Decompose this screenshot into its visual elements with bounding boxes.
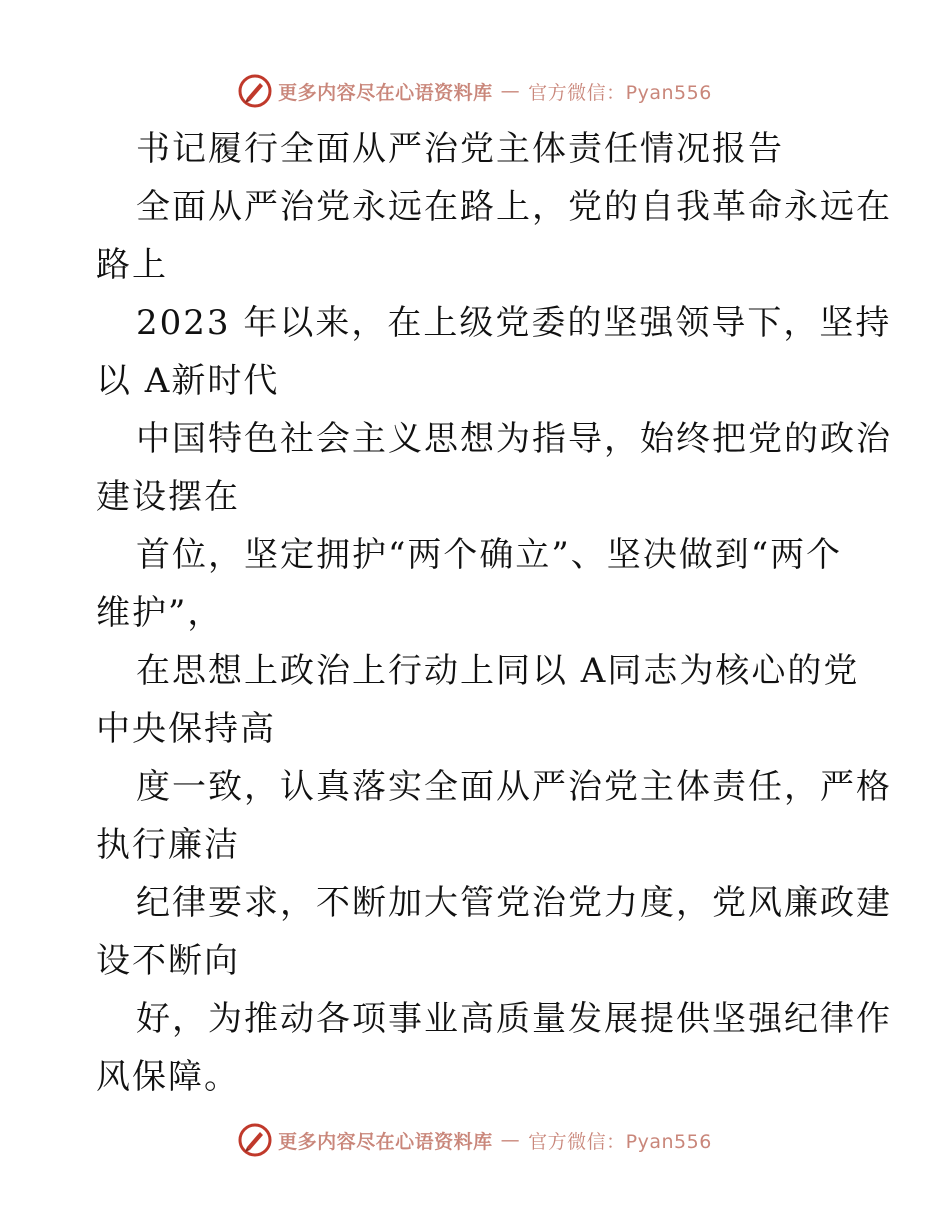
watermark-contact: 官方微信：Pyan556 bbox=[528, 81, 712, 104]
watermark-text: 更多内容尽在心语资料库 bbox=[278, 1130, 493, 1153]
paragraph-line: 度一致，认真落实全面从严治党主体责任，严格 bbox=[136, 767, 892, 807]
watermark-text: 更多内容尽在心语资料库 bbox=[278, 81, 493, 104]
paragraph-line: 风保障。 bbox=[96, 1057, 240, 1097]
paragraph-line: 建设摆在 bbox=[96, 477, 240, 517]
paragraph-line: 好，为推动各项事业高质量发展提供坚强纪律作 bbox=[136, 999, 892, 1039]
paragraph-line: 2023 年以来，在上级党委的坚强领导下，坚持 bbox=[136, 303, 892, 343]
paragraph-line: 中央保持高 bbox=[96, 709, 276, 749]
paragraph-line: 全面从严治党永远在路上，党的自我革命永远在 bbox=[136, 187, 892, 227]
paragraph-line: 路上 bbox=[96, 245, 168, 285]
document-body bbox=[96, 120, 892, 1106]
paragraph-line: 首位，坚定拥护“两个确立”、坚决做到“两个 bbox=[136, 535, 843, 575]
paragraph-line: 以 A新时代 bbox=[96, 361, 280, 401]
watermark-dash: — bbox=[500, 80, 521, 102]
pen-seal-logo-icon bbox=[238, 74, 272, 108]
paragraph-line: 在思想上政治上行动上同以 A同志为核心的党 bbox=[136, 651, 860, 691]
document-title: 书记履行全面从严治党主体责任情况报告 bbox=[136, 129, 784, 169]
paragraph-line: 中国特色社会主义思想为指导，始终把党的政治 bbox=[136, 419, 892, 459]
paragraph-line: 设不断向 bbox=[96, 941, 240, 981]
pen-seal-logo-icon bbox=[238, 1123, 272, 1157]
watermark-dash: — bbox=[500, 1129, 521, 1151]
paragraph-line: 维护”， bbox=[96, 593, 224, 633]
footer-watermark bbox=[0, 1120, 950, 1160]
header-watermark bbox=[0, 71, 950, 111]
paragraph-line: 执行廉洁 bbox=[96, 825, 240, 865]
watermark-contact: 官方微信：Pyan556 bbox=[528, 1130, 712, 1153]
paragraph-line: 纪律要求，不断加大管党治党力度，党风廉政建 bbox=[136, 883, 892, 923]
